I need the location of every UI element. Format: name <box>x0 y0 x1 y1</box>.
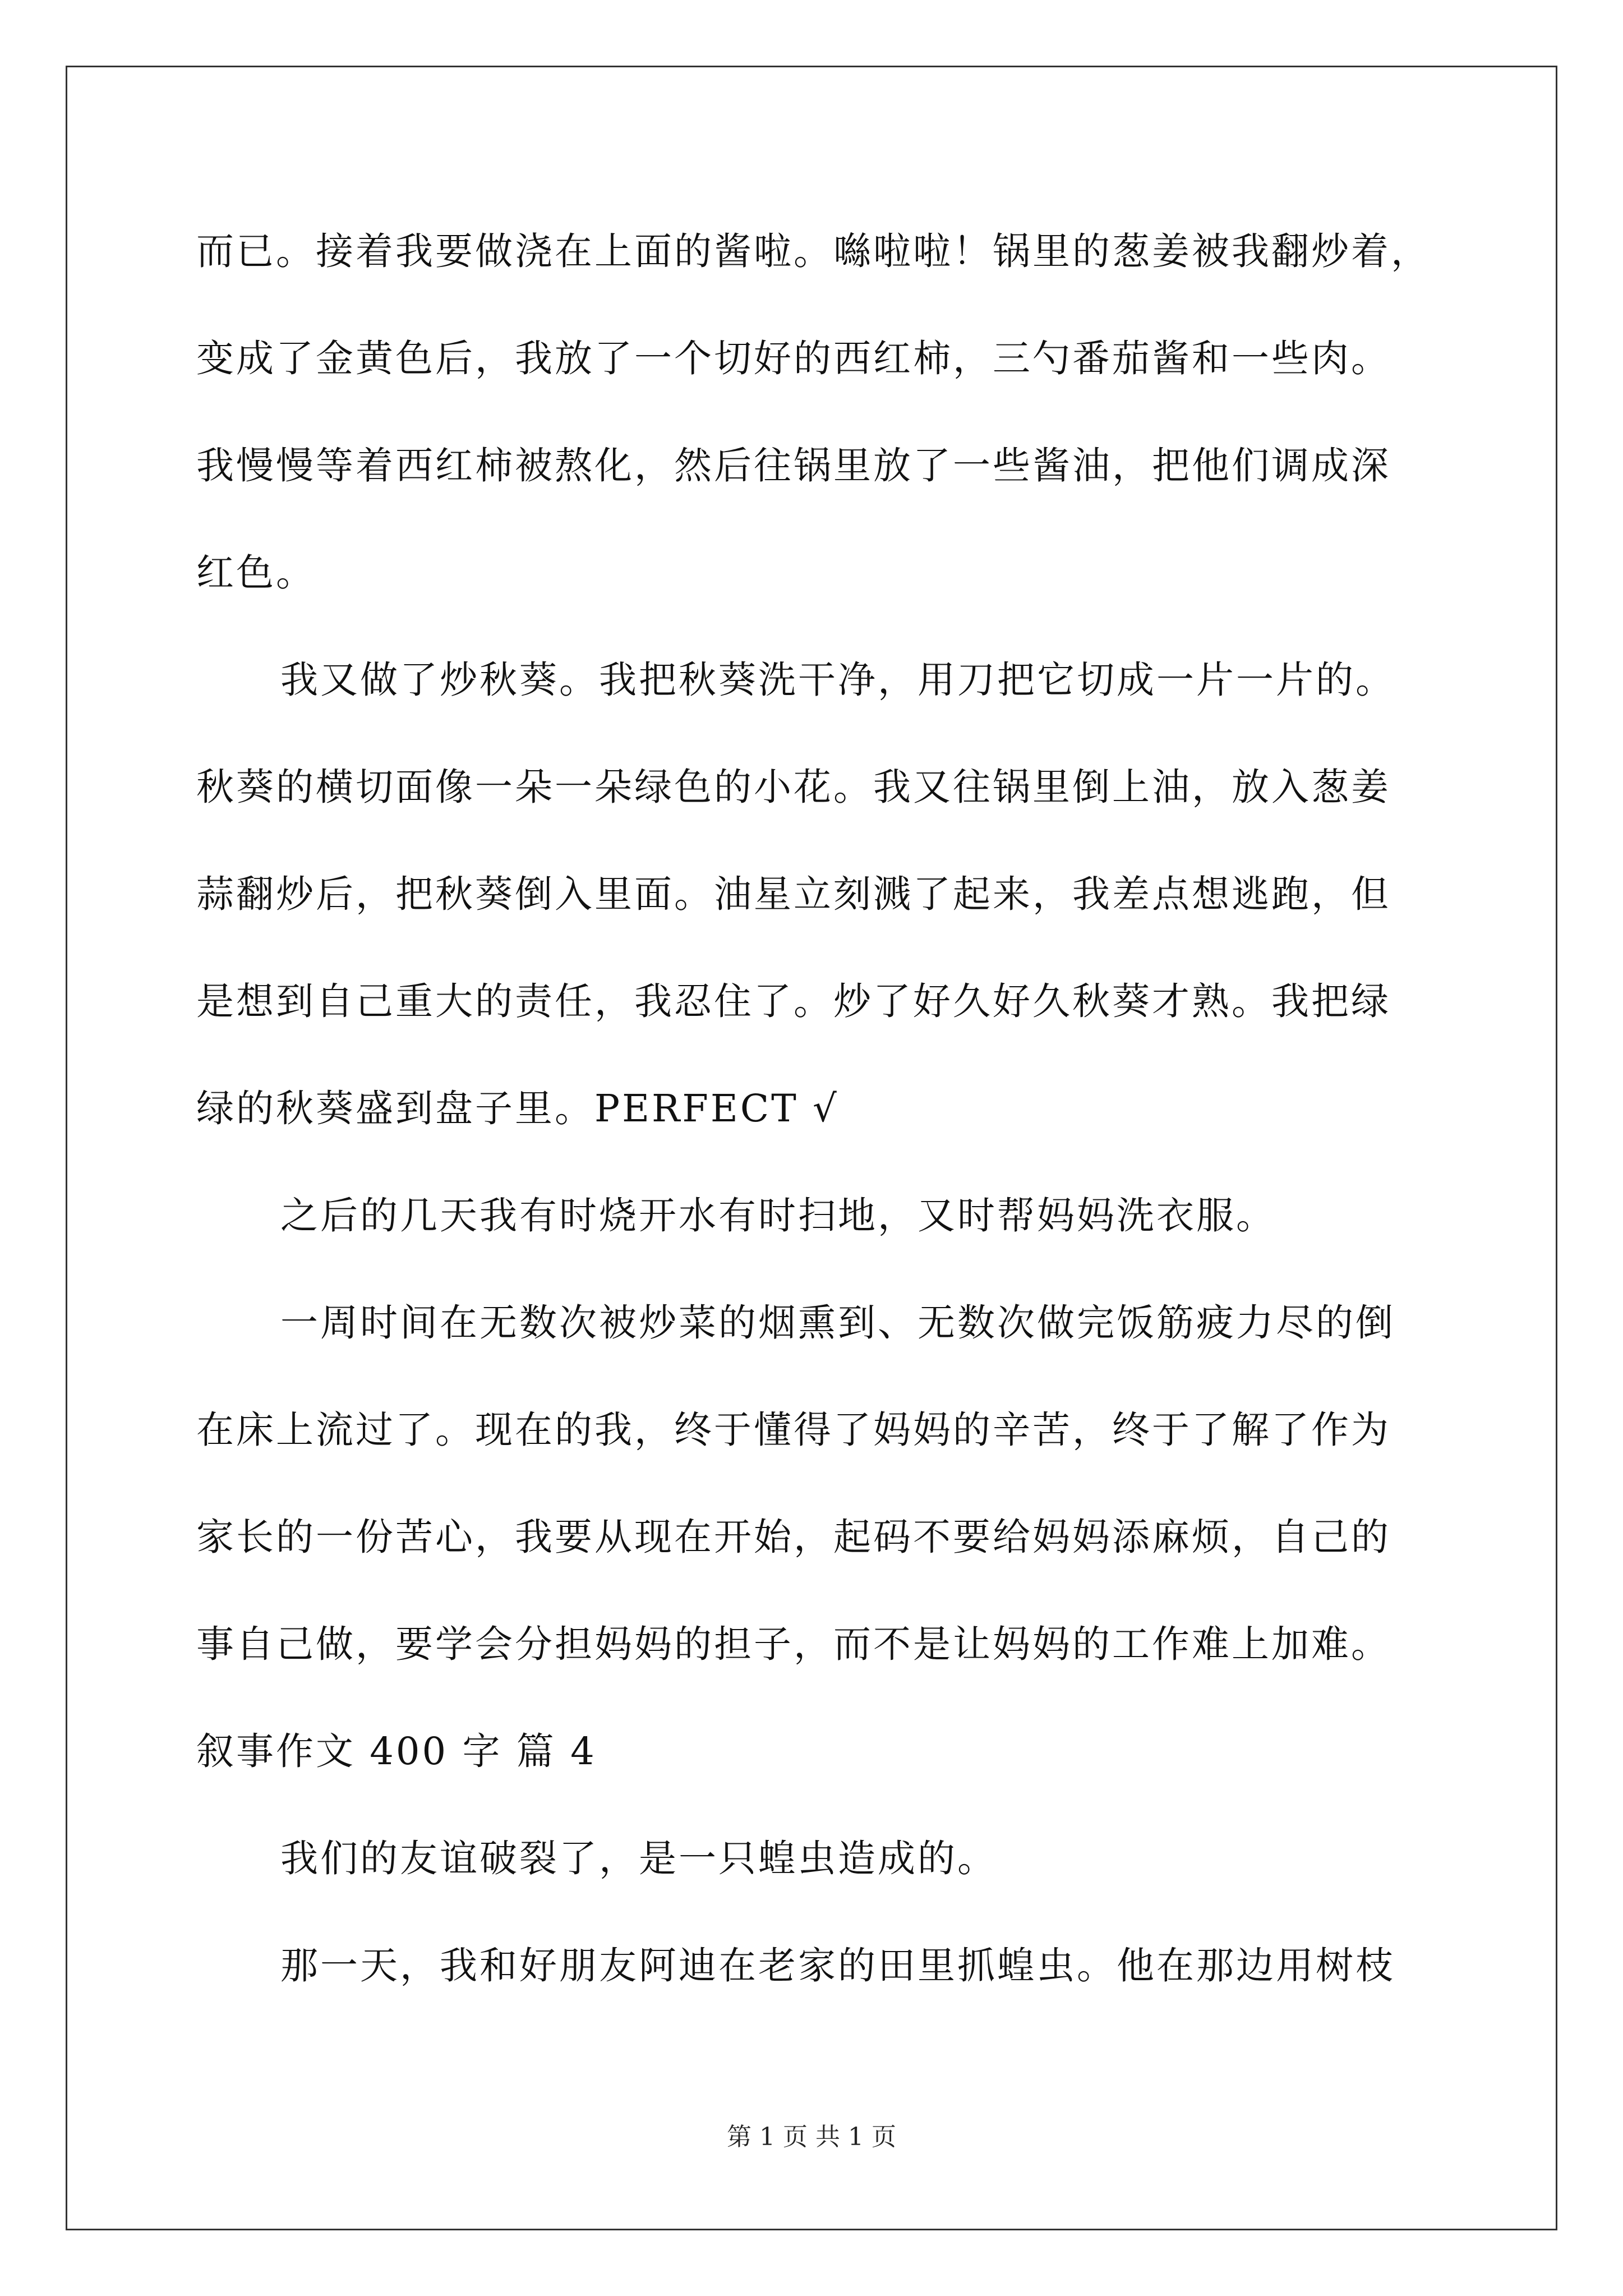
paragraph-line: 绿的秋葵盛到盘子里。PERFECT √ <box>196 1087 839 1130</box>
paragraph-line: 蒜翻炒后，把秋葵倒入里面。油星立刻溅了起来，我差点想逃跑，但 <box>196 872 1391 916</box>
paragraph-line: 红色。 <box>196 551 316 595</box>
paragraph-line: 那一天，我和好朋友阿迪在老家的田里抓蝗虫。他在那边用树枝 <box>280 1944 1395 1987</box>
paragraph-line: 我又做了炒秋葵。我把秋葵洗干净，用刀把它切成一片一片的。 <box>280 658 1395 702</box>
paragraph-line: 我慢慢等着西红柿被熬化，然后往锅里放了一些酱油，把他们调成深 <box>196 444 1391 487</box>
paragraph-line: 而已。接着我要做浇在上面的酱啦。噝啦啦！锅里的葱姜被我翻炒着， <box>196 229 1431 273</box>
paragraph-line: 事自己做，要学会分担妈妈的担子，而不是让妈妈的工作难上加难。 <box>196 1622 1391 1666</box>
paragraph-line: 家长的一份苦心，我要从现在开始，起码不要给妈妈添麻烦，自己的 <box>196 1515 1391 1559</box>
paragraph-line: 我们的友谊破裂了，是一只蝗虫造成的。 <box>280 1837 997 1880</box>
paragraph-line: 变成了金黄色后，我放了一个切好的西红柿，三勺番茄酱和一些肉。 <box>196 337 1391 380</box>
paragraph-line: 秋葵的横切面像一朵一朵绿色的小花。我又往锅里倒上油，放入葱姜 <box>196 765 1391 809</box>
page-number-footer: 第 1 页 共 1 页 <box>727 2123 896 2151</box>
paragraph-line: 在床上流过了。现在的我，终于懂得了妈妈的辛苦，终于了解了作为 <box>196 1408 1391 1452</box>
paragraph-line: 之后的几天我有时烧开水有时扫地，又时帮妈妈洗衣服。 <box>280 1194 1276 1237</box>
paragraph-line: 一周时间在无数次被炒菜的烟熏到、无数次做完饭筋疲力尽的倒 <box>280 1301 1395 1345</box>
section-heading: 叙事作文 400 字 篇 4 <box>196 1729 597 1773</box>
paragraph-line: 是想到自己重大的责任，我忍住了。炒了好久好久秋葵才熟。我把绿 <box>196 979 1391 1023</box>
page-border <box>66 66 1557 2230</box>
